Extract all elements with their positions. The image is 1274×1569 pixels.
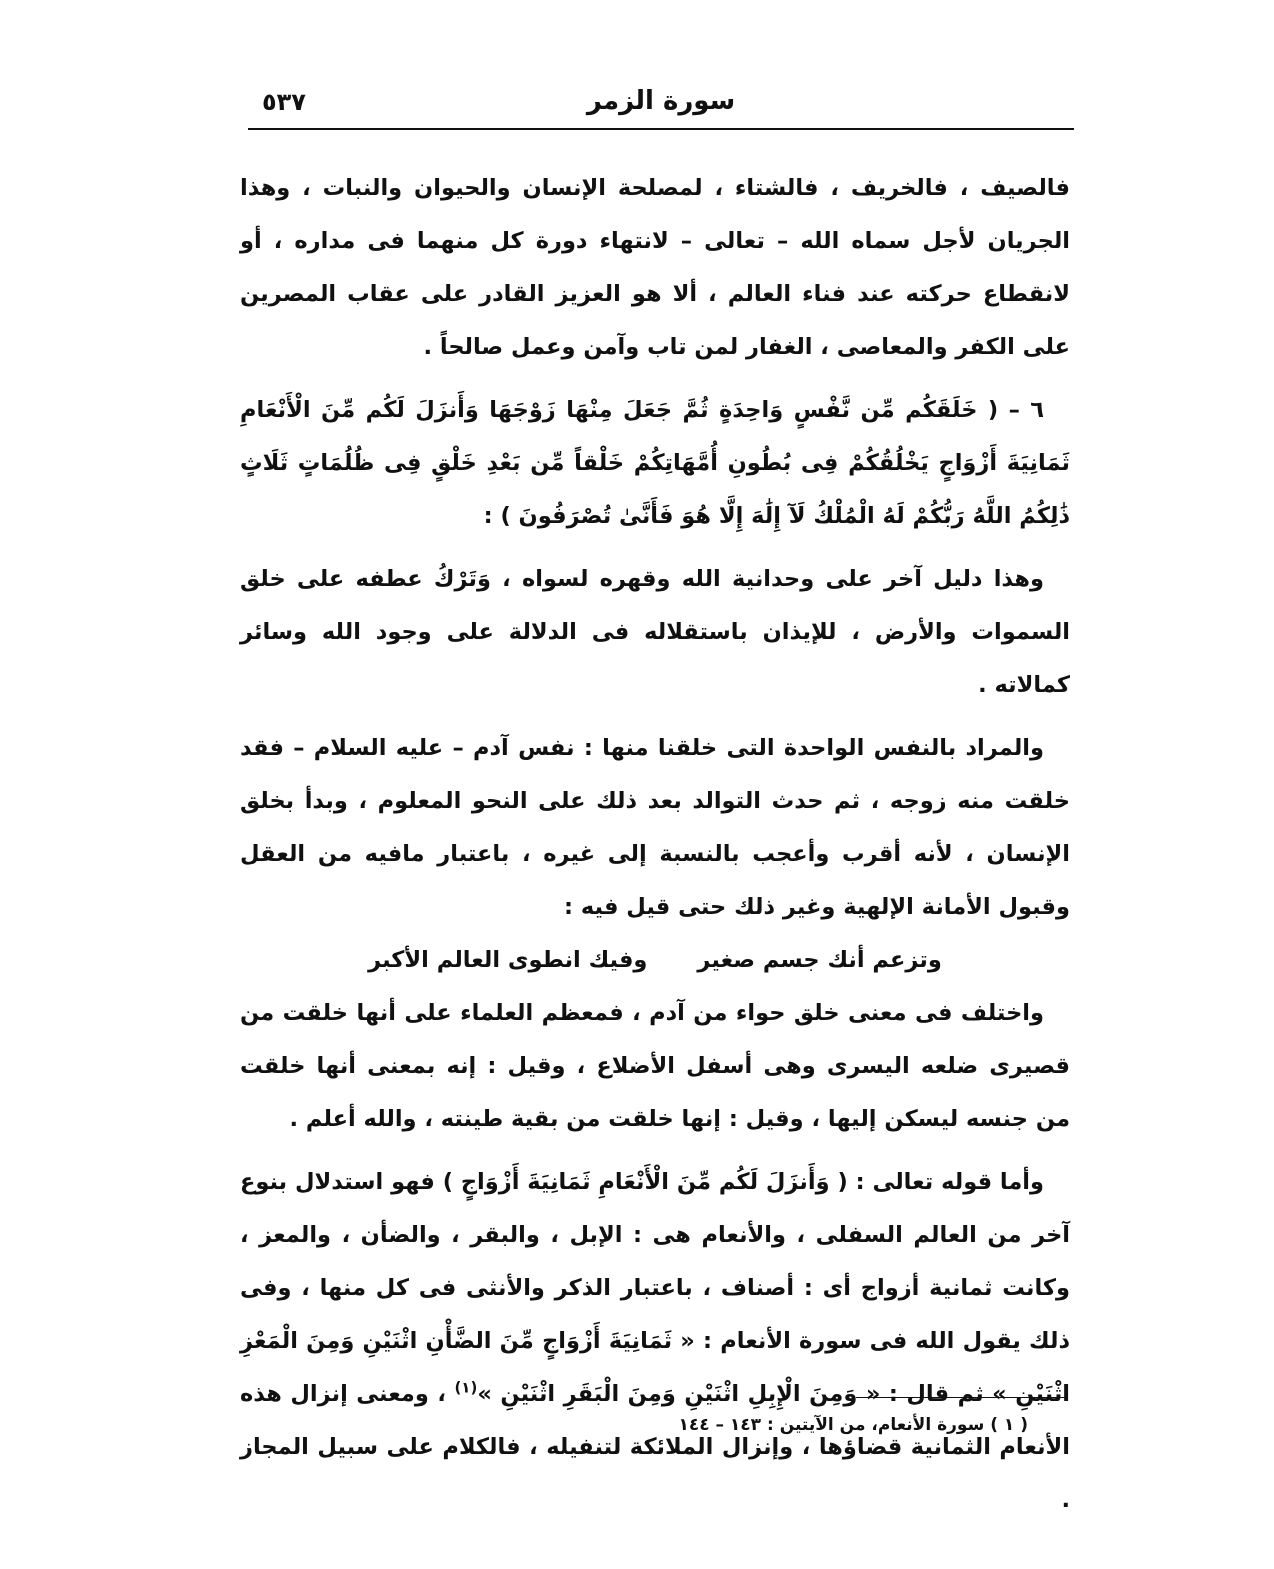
paragraph-4: واختلف فى معنى خلق حواء من آدم ، فمعظم العلماء على أنها خلقت من قصيرى ضلعه اليسرى وهى أسفل الأضلاع ، وقيل : إنه بمعنى أنها خلقت من جنسه ليسكن إليها ، وقيل : إنها خلقت من بقية طينته ، والله أعلم .: [240, 1000, 1070, 1132]
paragraph-5: [240, 1156, 1070, 1527]
page-header: [248, 82, 1074, 126]
footnote-marker: (١): [454, 1378, 478, 1397]
surah-title: سورة الزمر: [586, 86, 736, 116]
footnote-divider: [856, 1397, 1068, 1398]
paragraph-1: فالصيف ، فالخريف ، فالشتاء ، لمصلحة الإنسان والحيوان والنبات ، وهذا الجريان لأجل سماه الله – تعالى – لانتهاء دورة كل منهما فى مداره ، أو لانقطاع حركته عند فناء العالم ، ألا هو العزيز القادر على عقاب المصرين على الكفر والمعاصى ، الغفار لمن تاب وآمن وعمل صالحاً .: [240, 175, 1070, 360]
paragraph-5-tail: ، ومعنى إنزال هذه الأنعام الثمانية قضاؤها ، وإنزال الملائكة لتنفيله ، فالكلام على سبيل المجاز .: [240, 1381, 1070, 1513]
paragraph-3: والمراد بالنفس الواحدة التى خلقنا منها : نفس آدم – عليه السلام – فقد خلقت منه زوجه ، ثم حدث التوالد بعد ذلك على النحو المعلوم ، وبدأ بخلق الإنسان ، لأنه أقرب وأعجب بالنسبة إلى غيره ، باعتبار مافيه من العقل وقبول الأمانة الإلهية وغير ذلك حتى قيل فيه :: [240, 735, 1070, 920]
quran-verse-6: ٦ – ( خَلَقَكُم مِّن نَّفْسٍ وَاحِدَةٍ ثُمَّ جَعَلَ مِنْهَا زَوْجَهَا وَأَنزَلَ لَكُم مِّنَ الْأَنْعَامِ ثَمَانِيَةَ أَزْوَاجٍ يَخْلُقُكُمْ فِى بُطُونِ أُمَّهَاتِكُمْ خَلْقاً مِّن بَعْدِ خَلْقٍ فِى ظُلُمَاتٍ ثَلَاثٍ ذَٰلِكُمُ اللَّهُ رَبُّكُمْ لَهُ الْمُلْكُ لَآ إِلَٰهَ إِلَّا هُوَ فَأَنَّىٰ تُصْرَفُونَ ) :: [240, 397, 1070, 529]
verse-second-hemistich: وفيك انطوى العالم الأكبر: [368, 947, 648, 973]
footnote: ( ١ ) سورة الأنعام، من الآيتين : ١٤٣ – ١٤٤: [678, 1415, 1028, 1435]
paragraph-2: وهذا دليل آخر على وحدانية الله وقهره لسواه ، وَتَرْكُ عطفه على خلق السموات والأرض ، للإيذان باستقلاله فى الدلالة على وجود الله وسائر كمالاته .: [240, 566, 1070, 698]
header-divider: [248, 128, 1074, 130]
poetry-verse: [240, 934, 1070, 987]
verse-first-hemistich: وتزعم أنك جسم صغير: [697, 947, 942, 973]
body-text: [240, 162, 1070, 1527]
paragraph-5-text: وأما قوله تعالى : ( وَأَنزَلَ لَكُم مِّنَ الْأَنْعَامِ ثَمَانِيَةَ أَزْوَاجٍ ) فهو استدلال بنوع آخر من العالم السفلى ، والأنعام هى : الإبل ، والبقر ، والضأن ، والمعز ، وكانت ثمانية أزواج أى : أصناف ، باعتبار الذكر والأنثى فى كل منها ، وفى ذلك يقول الله فى سورة الأنعام : « ثَمَانِيَةَ أَزْوَاجٍ مِّنَ الضَّأْنِ اثْنَيْنِ وَمِنَ الْمَعْزِ اثْنَيْنِ » ثم قال : « وَمِنَ الْإِبِلِ اثْنَيْنِ وَمِنَ الْبَقَرِ اثْنَيْنِ »: [240, 1169, 1071, 1407]
page-number: ٥٣٧: [262, 88, 306, 116]
